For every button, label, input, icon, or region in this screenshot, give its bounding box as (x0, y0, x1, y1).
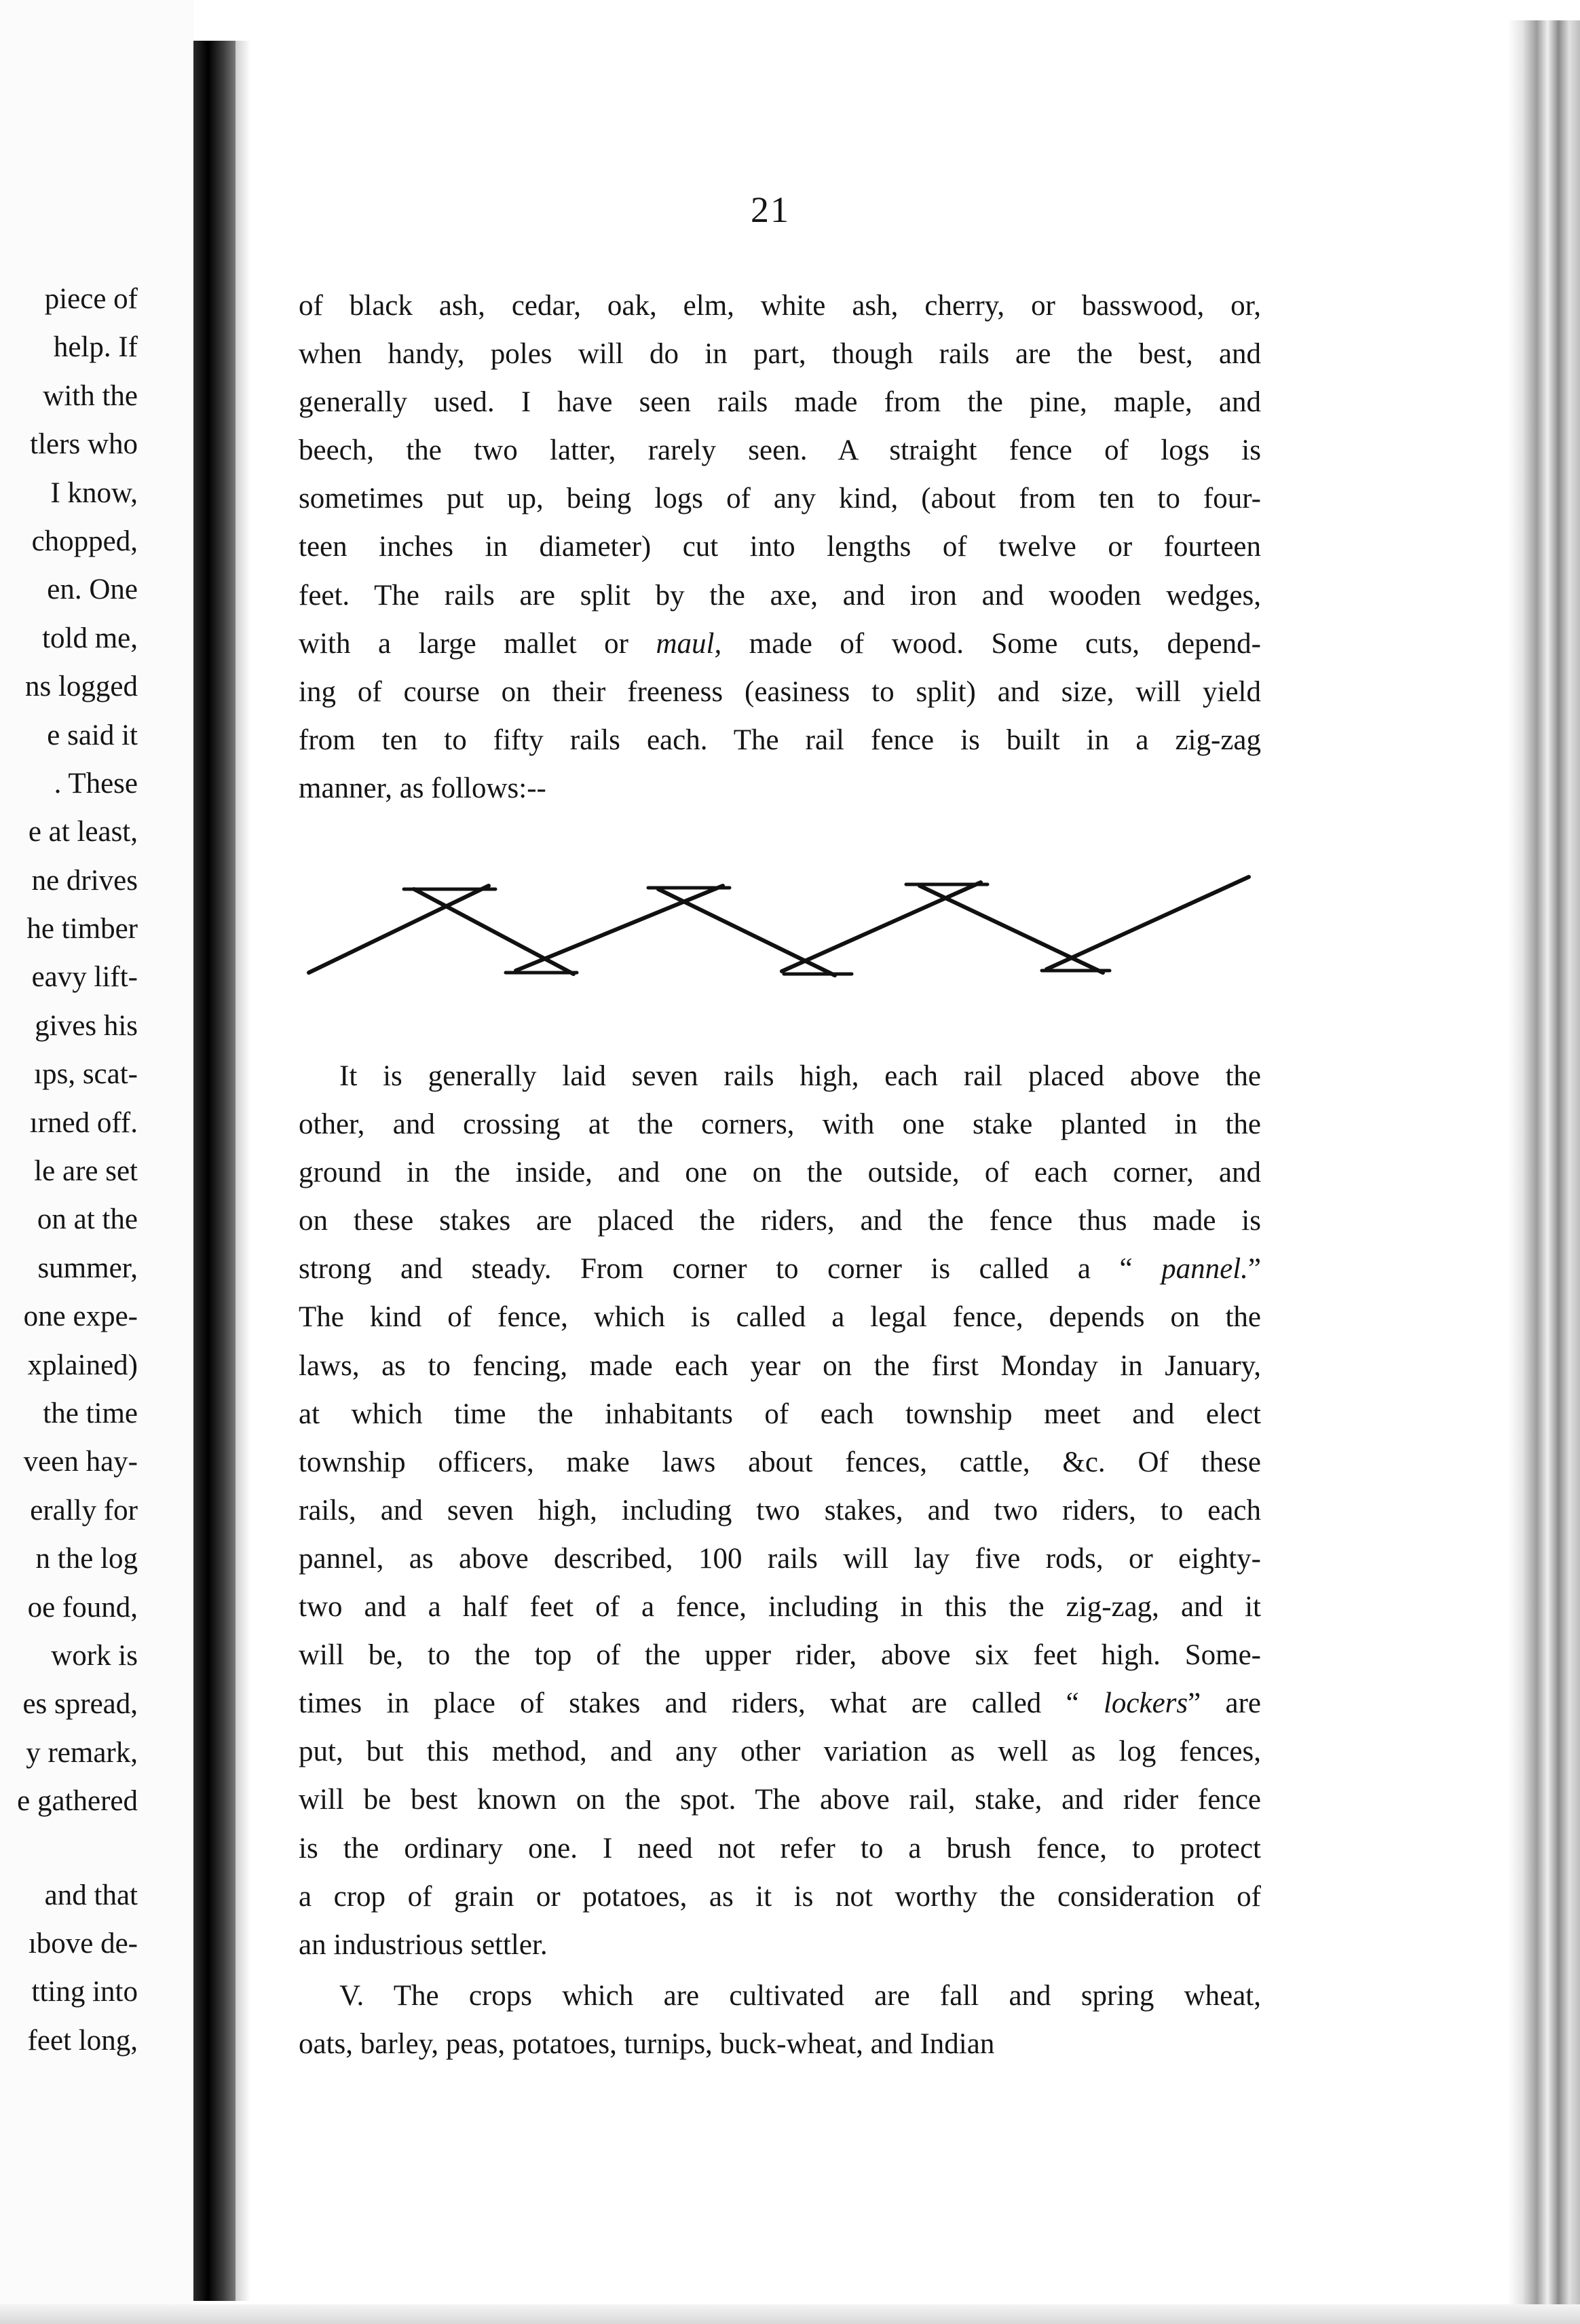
text-line: is the ordinary one. I need not refer to a brush fence, to protect (299, 1832, 1261, 1864)
text-line: rails, and seven high, including two stakes, and two riders, to each (299, 1494, 1261, 1526)
text-line: The kind of fence, which is called a legal fence, depends on the (299, 1301, 1261, 1334)
previous-page-line: gives his (35, 1009, 138, 1042)
previous-page-line: en. One (47, 574, 138, 606)
previous-page-line: one expe- (23, 1300, 138, 1333)
previous-page-line: e at least, (28, 816, 138, 848)
page-edge-right (1508, 20, 1580, 2324)
previous-page-line: he timber (26, 913, 138, 945)
text-line: V. The crops which are cultivated are fall and spring wheat, (339, 1980, 1261, 2012)
text-line: with a large mallet or maul, made of wood. Some cuts, depend- (299, 627, 1261, 660)
previous-page-fragment (0, 0, 193, 2324)
previous-page-line: veen hay- (23, 1446, 138, 1478)
text-line: will be, to the top of the upper rider, above six feet high. Some- (299, 1639, 1261, 1672)
previous-page-line: tlers who (30, 428, 138, 461)
text-line: feet. The rails are split by the axe, and iron and wooden wedges, (299, 579, 1261, 612)
previous-page-line: summer, (37, 1252, 138, 1284)
text-line: from ten to fifty rails each. The rail fence is built in a zig-zag (299, 724, 1261, 756)
text-line: township officers, make laws about fences, cattle, &c. Of these (299, 1446, 1261, 1478)
previous-page-line: xplained) (27, 1349, 138, 1381)
text-line: It is generally laid seven rails high, each rail placed above the (339, 1060, 1261, 1092)
text-line: pannel, as above described, 100 rails will lay five rods, or eighty- (299, 1542, 1261, 1575)
previous-page-line: the time (43, 1397, 138, 1429)
previous-page-line: with the (43, 379, 138, 412)
previous-page-line: feet long, (27, 2024, 138, 2057)
paragraph-crops (299, 1972, 1261, 2068)
previous-page-line: erally for (30, 1494, 138, 1526)
previous-page-line: help. If (53, 331, 138, 364)
text-line: at which time the inhabitants of each township meet and elect (299, 1398, 1261, 1430)
italic-term: lockers (1103, 1687, 1188, 1720)
previous-page-line: I know, (50, 476, 138, 509)
previous-page-line: and that (44, 1879, 138, 1911)
text-line: teen inches in diameter) cut into lengths of twelve or fourteen (299, 531, 1261, 563)
previous-page-line: on at the (37, 1203, 138, 1236)
text-line: ground in the inside, and one on the outside, of each corner, and (299, 1157, 1261, 1189)
text-line: an industrious settler. (299, 1928, 548, 1961)
previous-page-line: e said it (47, 719, 138, 751)
page-number: 21 (751, 189, 790, 230)
fence-rail (309, 886, 489, 973)
previous-page-line: piece of (44, 283, 138, 315)
fence-rail (920, 886, 1103, 973)
fence-rail (658, 889, 835, 975)
book-gutter (193, 41, 236, 2301)
previous-page-line: chopped, (31, 525, 138, 557)
text-line: beech, the two latter, rarely seen. A straight fence of logs is (299, 434, 1261, 467)
page-edge-bottom (0, 2304, 1580, 2324)
text-line: strong and steady. From corner to corner is called a “ pannel.” (299, 1253, 1261, 1286)
text-line: two and a half feet of a fence, including in this the zig-zag, and it (299, 1591, 1261, 1624)
previous-page-line: . These (54, 767, 138, 800)
text-line: times in place of stakes and riders, what are called “ lockers” are (299, 1687, 1262, 1720)
text-line: on these stakes are placed the riders, and the fence thus made is (299, 1205, 1261, 1237)
previous-page-line: ns logged (24, 671, 138, 703)
italic-term: pannel. (1161, 1253, 1248, 1286)
zig-zag-fence-illustration (299, 859, 1262, 984)
text-line: will be best known on the spot. The above rail, stake, and rider fence (299, 1784, 1261, 1816)
text-line: oats, barley, peas, potatoes, turnips, buck-wheat, and Indian (299, 2028, 995, 2061)
previous-page-line: le are set (34, 1155, 138, 1188)
previous-page-text (17, 275, 138, 2065)
previous-page-line: ıbove de- (28, 1927, 138, 1960)
fence-rail (516, 886, 723, 971)
text-line: a crop of grain or potatoes, as it is not worthy the consideration of (299, 1880, 1261, 1913)
text-line: of black ash, cedar, oak, elm, white ash, cherry, or basswood, or, (299, 290, 1261, 322)
text-line: generally used. I have seen rails made from the pine, maple, and (299, 386, 1261, 419)
previous-page-line: told me, (42, 622, 138, 654)
previous-page-line: ıps, scat- (34, 1058, 138, 1091)
gutter-shadow (236, 41, 250, 2301)
previous-page-line: oe found, (27, 1591, 138, 1624)
text-line: manner, as follows:-- (299, 772, 546, 804)
paragraph-rail-fence (299, 1052, 1261, 1969)
previous-page-line: ırned off. (29, 1106, 138, 1139)
italic-term: maul, (656, 627, 722, 660)
text-line: when handy, poles will do in part, though rails are the best, and (299, 338, 1261, 371)
previous-page-line: work is (51, 1639, 138, 1672)
previous-page-line: y remark, (26, 1736, 138, 1769)
previous-page-line: es spread, (22, 1688, 138, 1721)
paragraph-fence-materials (299, 282, 1261, 812)
text-line: sometimes put up, being logs of any kind, (about from ten to four- (299, 483, 1261, 515)
fence-rail (1047, 877, 1249, 969)
fence-rail (782, 882, 981, 971)
text-line: laws, as to fencing, made each year on the first Monday in January, (299, 1349, 1261, 1382)
text-line: other, and crossing at the corners, with one stake planted in the (299, 1108, 1261, 1141)
text-line: ing of course on their freeness (easiness to split) and size, will yield (299, 675, 1261, 708)
fence-rail (414, 889, 573, 974)
previous-page-line: e gathered (17, 1785, 138, 1818)
previous-page-line: ne drives (31, 864, 138, 897)
text-line: put, but this method, and any other variation as well as log fences, (299, 1736, 1261, 1768)
previous-page-line: n the log (35, 1543, 138, 1575)
previous-page-line: eavy lift- (31, 961, 138, 994)
previous-page-line: tting into (31, 1976, 138, 2008)
